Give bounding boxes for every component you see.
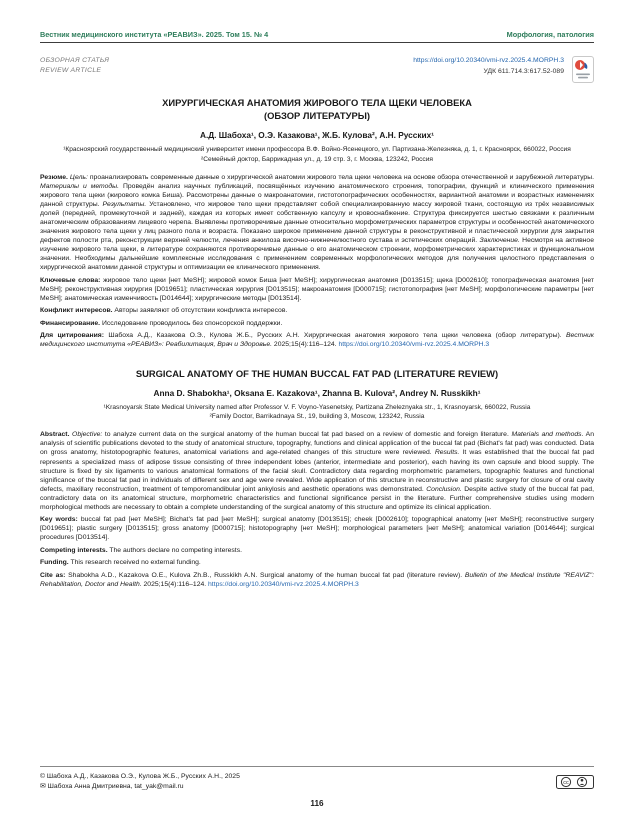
text-segment: An analysis of scientific publications devoted to the study of anatomical structure, topography, functions and clinical application of the buccal fat pad (Bichat's fat pad) was conducted. Data on gross anatomy, histotopographic features, anatomical variations and age-related changes of this structure were reviewed.	[40, 431, 594, 457]
conflict-of-interest-ru	[40, 306, 594, 315]
text-segment: Competing interests.	[40, 546, 108, 554]
affiliation-ru-1: ¹Красноярский государственный медицинский университет имени профессора В.Ф. Войно-Ясенецкого, ул. Партизана-Железняка, д. 1, г. Красноярск, 660022, Россия	[63, 146, 571, 154]
text-segment: Проведён анализ научных публикаций, посвящённых изучению анатомического строения, топографии, функций и клинического применения жирового тела щеки (жирового комка Биша). Рассмотрены данные о макроанатомии, гистотопографических особенностях, вариантной анатомии и возрастных изменениях данной структуры.	[40, 182, 594, 208]
affiliation-ru-2: ²Семейный доктор, Баррикадная ул., д. 19 стр. 3, г. Москва, 123242, Россия	[201, 155, 433, 163]
doi-link[interactable]: https://doi.org/10.20340/vmi-rvz.2025.4.MORPH.3	[413, 57, 564, 64]
text-segment: Abstract.	[40, 431, 73, 439]
affiliations-en	[40, 403, 594, 421]
text-segment: Заключение.	[479, 236, 520, 244]
text-segment: Материалы и методы.	[40, 182, 120, 190]
text-segment: Despite active study of the buccal fat pad, contradictory data on its anatomical structure, morphometric characteristics and functional significance persist in the literature. Further comprehensive studies using modern morphological methods are necessary to obtain a complete understanding of the surgical anatomy of this structure and optimize its clinical application.	[40, 485, 594, 511]
text-segment: жировое тело щеки [нет MeSH]; жировой комок Биша [нет MeSH]; хирургическая анатомия [D013515]; щека [D002610]; топографическая анатомия [нет MeSH]; реконструктивная хирургия [D019651]; пластическая хирургия [D013515]; макроанатомия [D000715]; гистотопография [нет MeSH]; морфологические параметры [нет MeSH]; анатомическая изменчивость [D014644]; хирургические методы [D013514].	[40, 276, 594, 302]
text-segment: Bulletin of the Medical Institute "REAVIZ": Rehabilitation, Doctor and Health.	[40, 571, 594, 588]
article-title-ru	[40, 96, 594, 122]
text-segment: Цель:	[69, 173, 88, 181]
abstract-ru	[40, 173, 594, 272]
copyright-line: © Шабоха А.Д., Казакова О.Э., Кулова Ж.Б., Русских А.Н., 2025	[40, 772, 240, 780]
funding-en	[40, 558, 594, 567]
affiliations-ru	[40, 145, 594, 163]
crossmark-badge[interactable]	[572, 56, 594, 83]
competing-interests-en	[40, 546, 594, 555]
article-title-ru-line1: ХИРУРГИЧЕСКАЯ АНАТОМИЯ ЖИРОВОГО ТЕЛА ЩЕКИ ЧЕЛОВЕКА	[162, 97, 472, 108]
text-segment: Шабоха А.Д., Казакова О.Э., Кулова Ж.Б., Русских А.Н. Хирургическая анатомия жирового тела щеки человека (обзор литературы).	[104, 332, 566, 340]
affiliation-en-2: ²Family Doctor, Barrikadnaya St., 19, building 3, Moscow, 123242, Russia	[209, 413, 425, 421]
article-title-en: SURGICAL ANATOMY OF THE HUMAN BUCCAL FAT PAD (LITERATURE REVIEW)	[135, 367, 499, 379]
inline-doi-link[interactable]: https://doi.org/10.20340/vmi-rvz.2025.4.MORPH.3	[338, 341, 490, 349]
udk-label: УДК 611.714.3:617.52-089	[483, 67, 564, 75]
citation-ru	[40, 331, 594, 349]
text-segment: Исследование проводилось без спонсорской поддержки.	[100, 319, 283, 327]
text-segment: Ключевые слова:	[40, 276, 101, 284]
text-segment: Для цитирования:	[40, 332, 105, 340]
article-title-ru-line2: (ОБЗОР ЛИТЕРАТУРЫ)	[263, 110, 371, 122]
abstract-en	[40, 430, 594, 511]
corresponding-author-line	[40, 782, 240, 793]
text-segment: Conclusion.	[426, 485, 462, 493]
text-segment: Objective:	[72, 431, 103, 439]
text-segment: This research received no external funding.	[68, 559, 201, 567]
authors-ru: А.Д. Шабоха¹, О.Э. Казакова¹, Ж.Б. Кулова², А.Н. Русских¹	[199, 130, 435, 141]
section-title: Морфология, патология	[506, 30, 594, 39]
keywords-en	[40, 515, 594, 542]
text-segment: buccal fat pad [нет MeSH]; Bichat's fat pad [нет MeSH]; surgical anatomy [D013515]; cheek [D002610]; topographical anatomy [нет MeSH]; reconstructive surgery [D019651]; plastic surgery [D013515]; gross anatomy [D000715]; histotopography [нет MeSH]; morphological parameters [нет MeSH]; anatomical variation [D014644]; surgical procedures [D013514].	[40, 516, 595, 542]
header-divider	[40, 42, 594, 43]
text-segment: Key words:	[40, 516, 78, 524]
journal-header	[40, 30, 594, 39]
text-segment: The authors declare no competing interests.	[107, 546, 242, 554]
authors-en: Anna D. Shabokha¹, Oksana E. Kazakova¹, Zhanna B. Kulova², Andrey N. Russkikh¹	[153, 387, 481, 398]
text-segment: 2025;15(4):116–124.	[272, 341, 339, 349]
inline-doi-link[interactable]: https://doi.org/10.20340/vmi-rvz.2025.4.MORPH.3	[208, 580, 359, 588]
article-type-en: REVIEW ARTICLE	[40, 67, 102, 75]
text-segment: Несмотря на активное изучение жирового тела щеки, в литературе сохраняются противоречивые данные о его анатомическом строении, морфометрических характеристиках и функциональном значении. Необходимы дальнейшие комплексные исследования с применением современных морфологических методов для получения целостного представления о хирургической анатомии данной структуры и оптимизации ее клинического применения.	[40, 236, 594, 272]
page-footer	[40, 766, 594, 808]
page-number: 116	[310, 799, 324, 808]
text-segment: Резюме.	[40, 173, 70, 181]
text-segment: Results.	[434, 449, 460, 457]
corresponding-author-text: Шабоха Анна Дмитриевна, tat_yak@mail.ru	[47, 783, 184, 791]
text-segment: Shabokha A.D., Kazakova O.E., Kulova Zh.B., Russkikh A.N. Surgical anatomy of the human buccal fat pad (literature review).	[65, 571, 465, 579]
article-type-ru: ОБЗОРНАЯ СТАТЬЯ	[40, 57, 110, 64]
text-segment: It was established that the buccal fat pad represents a specialized mass of adipose tissue consisting of three independent lobes (anterior, intermediate and posterior), each having its own capsule and blood supply. The structure is fixed by six ligaments to various anatomical formations of the facial skull. Contradictory data regarding morphometric parameters, topographic features and functional significance of the buccal fat pad in individuals of different sex and age were revealed. Wide application of this structure in reconstructive and plastic surgery for closure of oral cavity defects, maxillary reconstruction, treatment of temporomandibular joint ankylosis and aesthetic operations was demonstrated.	[40, 449, 594, 493]
keywords-ru	[40, 276, 594, 303]
text-segment: проанализировать современные данные о хирургической анатомии жирового тела щеки человека на основе обзора отечественной и зарубежной литературы.	[87, 173, 594, 181]
text-segment: Materials and methods.	[511, 431, 584, 439]
svg-text:cc: cc	[563, 780, 569, 787]
article-meta	[40, 56, 594, 83]
text-segment: Результаты.	[102, 200, 147, 208]
text-segment: Funding.	[40, 559, 69, 567]
text-segment: Финансирование.	[40, 319, 101, 327]
citation-en	[40, 571, 594, 589]
text-segment: Установлено, что жировое тело щеки представляет собой специализированную массу жировой ткани, состоящую из трёх независимых долей (передней, промежуточной и задней), каждая из которых имеет собственную капсулу и кровоснабжение. Структура фиксируется шестью связками к различным анатомическим образованиям лицевого черепа. Выявлены противоречивые данные относительно морфометрических параметров структуры и особенностей анатомического значения жирового тела щеки у лиц разного пола и возраста. Показано широкое применение данной структуры в реконструктивной и пластической хирургии для закрытия дефектов полости рта, реконструкции верхней челюсти, лечения анкилоза височно-нижнечелюстного сустава и эстетических операций.	[40, 200, 594, 244]
text-segment: Вестник медицинского института «РЕАВИЗ»: Реабилитация, Врач и Здоровье.	[40, 332, 594, 349]
text-segment: Cite as:	[40, 571, 66, 579]
envelope-icon: ✉	[40, 783, 46, 791]
article-type	[40, 56, 109, 76]
cc-by-badge[interactable]	[556, 775, 594, 789]
journal-title: Вестник медицинского института «РЕАВИЗ». 2025. Том 15. № 4	[40, 30, 269, 39]
text-segment: Авторы заявляют об отсутствии конфликта интересов.	[112, 307, 288, 315]
footer-divider	[40, 766, 594, 767]
text-segment: to analyze current data on the surgical anatomy of the human buccal fat pad based on a review of domestic and foreign literature.	[102, 431, 512, 439]
funding-ru	[40, 319, 594, 328]
text-segment: Конфликт интересов.	[40, 307, 113, 315]
affiliation-en-1: ¹Krasnoyarsk State Medical University named after Professor V. F. Voyno-Yasenetsky, Partizana Zheleznyaka str., 1, Krasnoyarsk, 660022, Russia	[103, 403, 531, 411]
text-segment: 2025;15(4):116–124.	[141, 580, 209, 588]
footer-text-block	[40, 772, 240, 793]
